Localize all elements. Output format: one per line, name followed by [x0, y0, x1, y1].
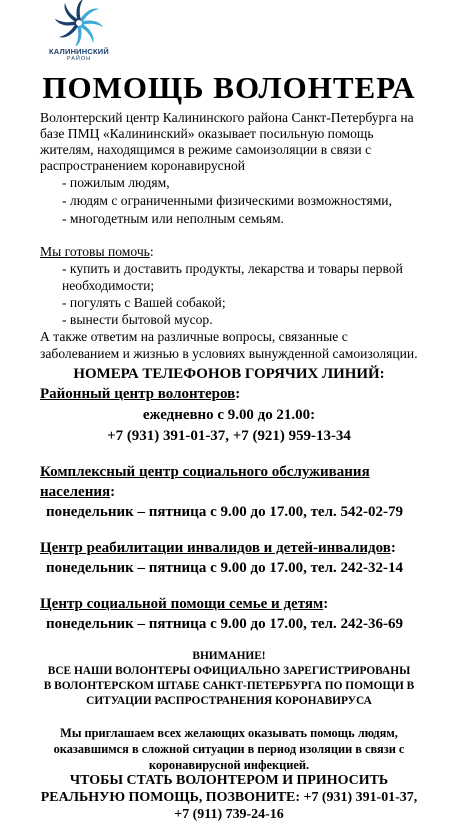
cta-line: ЧТОБЫ СТАТЬ ВОЛОНТЕРОМ И ПРИНОСИТЬ	[69, 773, 389, 788]
also-line: заболеванием и жизнью в условиях вынужденной самоизоляции.	[40, 346, 418, 361]
help-item: - купить и доставить продукты, лекарства и товары первой	[62, 261, 403, 276]
invite-line: оказавшимся в сложной ситуации в период изоляции в связи с	[53, 742, 405, 756]
attention-title: ВНИМАНИЕ!	[192, 650, 266, 662]
complex-center-name-2: населения:	[40, 484, 116, 500]
district-center-name: Районный центр волонтеров:	[40, 386, 241, 402]
hotlines-title: НОМЕРА ТЕЛЕФОНОВ ГОРЯЧИХ ЛИНИЙ:	[73, 366, 385, 382]
group-item: - людям с ограниченными физическими возможностями,	[62, 193, 392, 208]
family-center-hours: понедельник – пятница с 9.00 до 17.00, тел. 242-36-69	[46, 616, 403, 632]
help-item: необходимости;	[62, 278, 155, 293]
district-center-phones: +7 (931) 391-01-37, +7 (921) 959-13-34	[107, 428, 351, 444]
also-line: А также ответим на различные вопросы, связанные с	[40, 329, 348, 344]
attention-line: СИТУАЦИИ РАСПРОСТРАНЕНИЯ КОРОНАВИРУСА	[86, 695, 372, 707]
intro-line: Волонтерский центр Калининского района Санкт-Петербурга на	[40, 110, 414, 125]
invite-line: Мы приглашаем всех желающих оказывать помощь людям,	[60, 726, 398, 740]
district-center-label: Районный центр волонтеров	[40, 386, 236, 402]
intro-line: базе ПМЦ «Калининский» оказывает посильную помощь	[40, 126, 374, 141]
swirl-logo-icon	[55, 0, 103, 46]
intro-line: распространением коронавирусной	[40, 158, 246, 173]
logo-subtitle: РАЙОН	[66, 56, 92, 62]
district-center-hours: ежедневно с 9.00 до 21.00:	[142, 407, 316, 423]
complex-center-hours: понедельник – пятница с 9.00 до 17.00, тел. 542-02-79	[46, 504, 403, 520]
ready-colon: :	[149, 244, 154, 259]
rehab-center-hours: понедельник – пятница с 9.00 до 17.00, тел. 242-32-14	[46, 560, 403, 576]
family-center-name: Центр социальной помощи семье и детям:	[40, 596, 329, 612]
page-title: ПОМОЩЬ ВОЛОНТЕРА	[42, 70, 416, 105]
cta-line: РЕАЛЬНУЮ ПОМОЩЬ, ПОЗВОНИТЕ: +7 (931) 391-01-37,	[40, 790, 418, 805]
group-item: - пожилым людям,	[62, 175, 170, 190]
attention-line: В ВОЛОНТЕРСКОМ ШТАБЕ САНКТ-ПЕТЕРБУРГА ПО ПОМОЩИ В	[43, 680, 415, 692]
ready-heading	[40, 244, 154, 260]
invite-line: коронавирусной инфекцией.	[148, 758, 310, 772]
ready-label: Мы готовы помочь	[40, 244, 150, 259]
intro-line: жителям, находящимся в режиме самоизоляции в связи с	[40, 142, 372, 157]
district-logo	[42, 0, 116, 66]
help-item: - вынести бытовой мусор.	[62, 312, 213, 327]
attention-line: ВСЕ НАШИ ВОЛОНТЕРЫ ОФИЦИАЛЬНО ЗАРЕГИСТРИРОВАНЫ	[47, 665, 411, 677]
help-item: - погулять с Вашей собакой;	[62, 295, 226, 310]
complex-center-name: Комплексный центр социального обслуживания	[40, 464, 370, 480]
rehab-center-name: Центр реабилитации инвалидов и детей-инвалидов:	[40, 540, 396, 556]
group-item: - многодетным или неполным семьям.	[62, 211, 284, 226]
cta-line: +7 (911) 739-24-16	[174, 807, 284, 822]
logo-name: КАЛИНИНСКИЙ	[49, 47, 109, 56]
